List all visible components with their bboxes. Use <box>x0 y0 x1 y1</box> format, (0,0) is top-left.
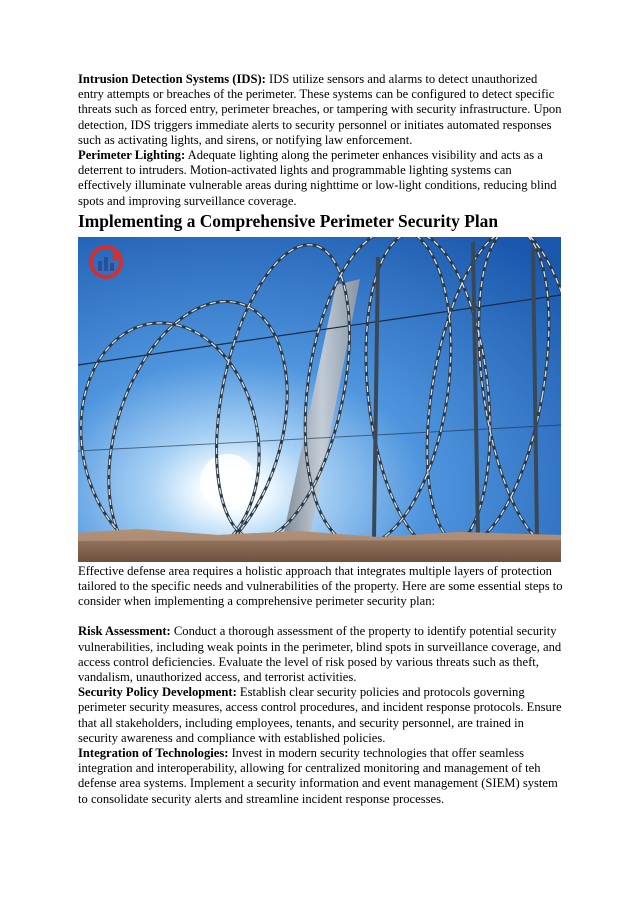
lighting-term: Perimeter Lighting: <box>78 148 186 163</box>
step-risk-assessment <box>78 624 566 685</box>
razor-wire-photo <box>78 237 561 562</box>
step-integration-technologies <box>78 746 566 807</box>
document-page <box>78 72 566 807</box>
step-text: Invest in modern security technologies that offer seamless integration and interoperability, allowing for centralized monitoring and management of teh defense area systems. Implement a security information and event management (SIEM) system to consolidate security alerts and streamline incident response processes. <box>78 746 558 806</box>
step-term: Security Policy Development: <box>78 685 237 700</box>
step-text: Establish clear security policies and protocols governing perimeter security measures, access control procedures, and incident response protocols. Ensure that all stakeholders, including employees, tenants, and security personnel, are trained in security awareness and compliance with established policies. <box>78 685 562 745</box>
section-heading: Implementing a Comprehensive Perimeter Security Plan <box>78 210 499 231</box>
ids-text: IDS utilize sensors and alarms to detect unauthorized entry attempts or breaches of the perimeter. These systems can be configured to detect specific threats such as forced entry, perimeter breaches, or tampering with security infrastructure. Upon detection, IDS triggers immediate alerts to security personnel or initiates automated responses such as activating lights, and sirens, or notifying law enforcement. <box>78 72 562 147</box>
step-term: Risk Assessment: <box>78 624 171 639</box>
intro-paragraph: Effective defense area requires a holistic approach that integrates multiple layers of protection tailored to the specific needs and vulnerabilities of the property. Here are some essential steps to consider when implementing a comprehensive perimeter security plan: <box>78 563 563 609</box>
step-text: Conduct a thorough assessment of the property to identify potential security vulnerabilities, including weak points in the perimeter, blind spots in surveillance coverage, and access control deficiencies. Evaluate the level of risk posed by various threats such as theft, vandalism, unauthorized access, and terrorist activities. <box>78 624 562 685</box>
ids-paragraph <box>78 72 566 148</box>
lighting-text: Adequate lighting along the perimeter enhances visibility and acts as a deterrent to intruders. Motion-activated lights and programmable lighting systems can effectively illuminate vulnerable areas during nighttime or low-light conditions, reducing blind spots and improving surveillance coverage. <box>78 148 557 208</box>
ids-term: Intrusion Detection Systems (IDS): <box>78 72 266 86</box>
lighting-paragraph <box>78 148 566 209</box>
paragraph-spacer <box>78 609 566 624</box>
step-security-policy <box>78 685 566 746</box>
step-term: Integration of Technologies: <box>78 746 229 761</box>
